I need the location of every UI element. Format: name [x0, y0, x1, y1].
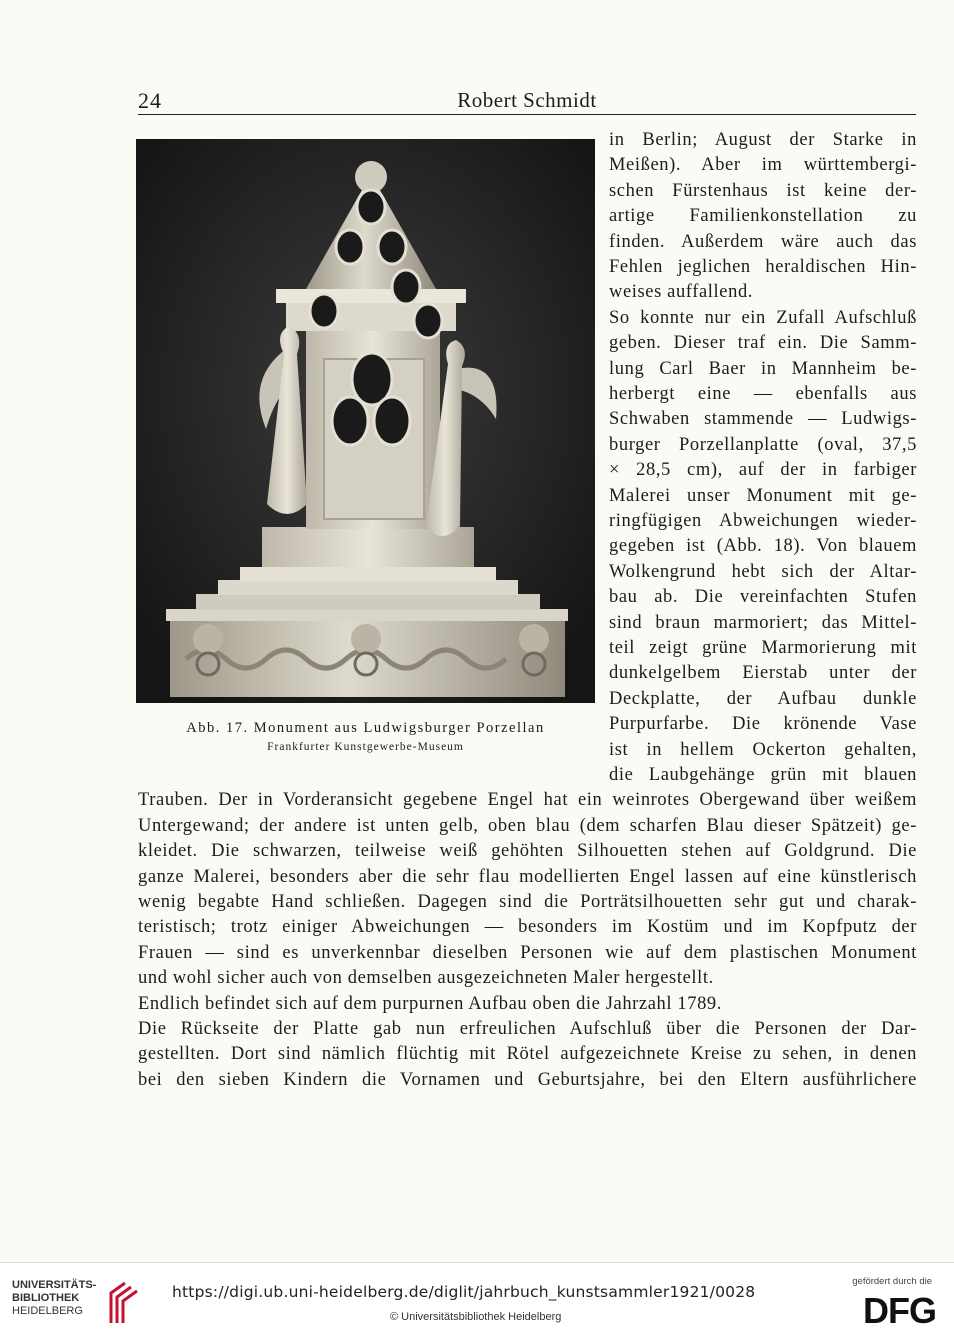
- monument-illustration: [136, 139, 595, 703]
- column-line: Wolkengrund hebt sich der Altar-: [609, 561, 917, 582]
- figure-source: Frankfurter Kunstgewerbe-Museum: [267, 741, 464, 753]
- column-line: So konnte nur ein Zufall Aufschluß: [609, 307, 917, 328]
- column-line: ist in hellem Ockerton gehalten,: [609, 739, 917, 760]
- figure-caption: Abb. 17. Monument aus Ludwigsburger Porzellan: [186, 720, 545, 736]
- copyright-notice: © Universitätsbibliothek Heidelberg: [390, 1311, 562, 1323]
- column-line: Purpurfarbe. Die krönende Vase: [609, 714, 917, 735]
- column-line: ringfügigen Abweichungen wieder-: [609, 511, 917, 531]
- column-line: schen Fürstenhaus ist keine der-: [609, 180, 917, 201]
- library-name: UNIVERSITÄTS- BIBLIOTHEK HEIDELBERG: [12, 1279, 97, 1317]
- column-line: geben. Dieser traf ein. Die Samm-: [609, 333, 917, 354]
- column-line: teil zeigt grüne Marmorierung mit: [609, 638, 917, 658]
- funding-label: gefördert durch die: [852, 1276, 932, 1287]
- body-line: Frauen — sind es unverkennbar dieselben Personen wie auf dem plastischen Monument: [138, 942, 917, 963]
- running-title: Robert Schmidt: [457, 88, 597, 112]
- column-line: × 28,5 cm), auf der in farbiger: [609, 460, 917, 481]
- running-head: [138, 88, 916, 114]
- body-line: und wohl sicher auch von demselben ausgezeichneten Maler hergestellt.: [138, 968, 714, 989]
- column-line: die Laubgehänge grün mit blauen: [609, 765, 917, 785]
- viewer-footer: [0, 1262, 954, 1336]
- column-line: in Berlin; August der Starke in: [609, 130, 917, 150]
- page-number: 24: [138, 88, 162, 113]
- body-line: Die Rückseite der Platte gab nun erfreulichen Aufschluß über die Personen der Dar-: [138, 1019, 917, 1039]
- dfg-logo[interactable]: DFG: [863, 1290, 936, 1331]
- header-rule: [138, 114, 916, 115]
- body-line: ganze Malerei, besonders aber die sehr flau modellierten Engel lassen auf eine künstlerisch: [138, 866, 917, 887]
- column-line: gegeben ist (Abb. 18). Von blauem: [609, 536, 917, 557]
- body-line: teristisch; trotz einiger Abweichungen — besonders im Kostüm und im Kopfputz der: [138, 917, 917, 938]
- body-line: wenig begabte Hand schließen. Dagegen sind die Porträtsilhouetten sehr gut und charak-: [138, 892, 917, 912]
- body-line: Trauben. Der in Vorderansicht gegebene Engel hat ein weinrotes Obergewand über weißem: [138, 790, 917, 811]
- body-line: Endlich befindet sich auf dem purpurnen Aufbau oben die Jahrzahl 1789.: [138, 993, 722, 1014]
- column-line: Deckplatte, der Aufbau dunkle: [609, 688, 917, 709]
- monument-photograph: [136, 139, 595, 703]
- library-logo[interactable]: [12, 1279, 152, 1327]
- column-line: Malerei unser Monument mit ge-: [609, 485, 917, 506]
- column-line: weises auffallend.: [609, 282, 754, 303]
- column-line: burger Porzellanplatte (oval, 37,5: [609, 434, 917, 455]
- column-line: sind braun marmoriert; das Mittel-: [609, 612, 917, 633]
- column-line: herbergt eine — ebenfalls aus: [609, 384, 917, 404]
- column-line: Meißen). Aber im württembergi-: [609, 155, 917, 176]
- column-line: artige Familienkonstellation zu: [609, 206, 917, 227]
- body-line: Untergewand; der andere ist unten gelb, oben blau (dem scharfen Blau dieser Spätzeit) ge-: [138, 815, 917, 836]
- column-line: Fehlen jeglichen heraldischen Hin-: [609, 257, 917, 277]
- column-line: lung Carl Baer in Mannheim be-: [609, 358, 917, 379]
- column-line: finden. Außerdem wäre auch das: [609, 231, 917, 252]
- column-line: dunkelgelbem Eierstab unter der: [609, 663, 917, 684]
- library-emblem-icon: [107, 1279, 143, 1327]
- body-line: kleidet. Die schwarzen, teilweise weiß gehöhten Silhouetten stehen auf Goldgrund. Die: [138, 841, 917, 862]
- column-line: Schwaben stammende — Ludwigs-: [609, 409, 917, 430]
- document-url-link[interactable]: https://digi.ub.uni-heidelberg.de/diglit/jahrbuch_kunstsammler1921/0028: [172, 1283, 756, 1301]
- column-line: bau ab. Die vereinfachten Stufen: [609, 587, 917, 608]
- body-line: bei den sieben Kindern die Vornamen und Geburtsjahre, bei den Eltern ausführlichere: [138, 1069, 917, 1090]
- body-line: gestellten. Dort sind nämlich flüchtig mit Rötel aufgezeichnete Kreise zu sehen, in denen: [138, 1044, 917, 1065]
